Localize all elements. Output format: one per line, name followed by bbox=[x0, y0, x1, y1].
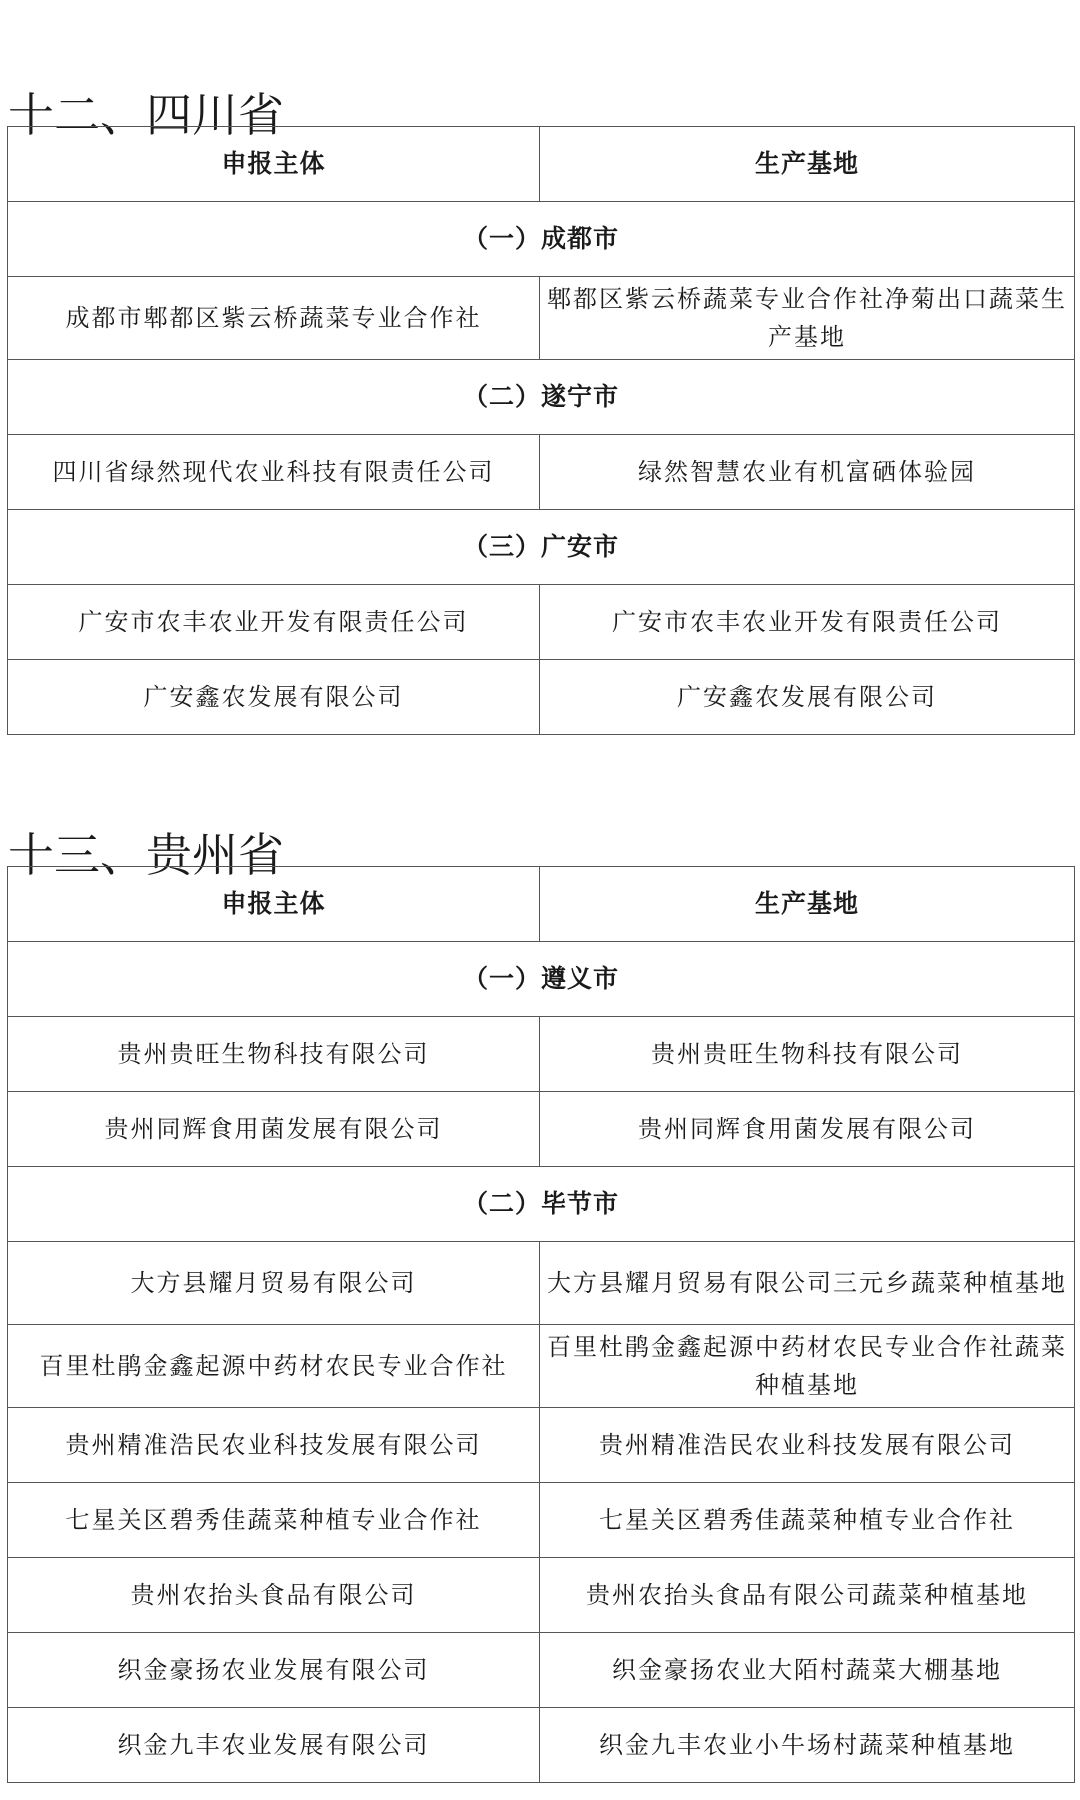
base-cell: 贵州同辉食用菌发展有限公司 bbox=[540, 1092, 1075, 1167]
table-header-row bbox=[8, 867, 1075, 942]
entity-cell: 广安鑫农发展有限公司 bbox=[8, 660, 540, 735]
table-row bbox=[8, 1558, 1075, 1633]
base-cell: 织金九丰农业小牛场村蔬菜种植基地 bbox=[540, 1708, 1075, 1783]
group-bijie: （二）毕节市 bbox=[8, 1167, 1075, 1242]
base-cell: 百里杜鹃金鑫起源中药材农民专业合作社蔬菜种植基地 bbox=[540, 1325, 1075, 1408]
header-entity: 申报主体 bbox=[8, 127, 540, 202]
entity-cell: 大方县耀月贸易有限公司 bbox=[8, 1242, 540, 1325]
table-row bbox=[8, 585, 1075, 660]
table-header-row bbox=[8, 127, 1075, 202]
entity-cell: 七星关区碧秀佳蔬菜种植专业合作社 bbox=[8, 1483, 540, 1558]
table-row bbox=[8, 1408, 1075, 1483]
base-cell: 郫都区紫云桥蔬菜专业合作社净菊出口蔬菜生产基地 bbox=[540, 277, 1075, 360]
header-base: 生产基地 bbox=[540, 127, 1075, 202]
entity-cell: 贵州农抬头食品有限公司 bbox=[8, 1558, 540, 1633]
entity-cell: 成都市郫都区紫云桥蔬菜专业合作社 bbox=[8, 277, 540, 360]
base-cell: 广安鑫农发展有限公司 bbox=[540, 660, 1075, 735]
table-row bbox=[8, 1017, 1075, 1092]
table-row bbox=[8, 660, 1075, 735]
section-title-sichuan: 十二、四川省 bbox=[8, 87, 284, 142]
group-chengdu: （一）成都市 bbox=[8, 202, 1075, 277]
group-row bbox=[8, 1167, 1075, 1242]
base-cell: 绿然智慧农业有机富硒体验园 bbox=[540, 435, 1075, 510]
table-row bbox=[8, 1325, 1075, 1408]
table-row bbox=[8, 1483, 1075, 1558]
base-cell: 广安市农丰农业开发有限责任公司 bbox=[540, 585, 1075, 660]
entity-cell: 四川省绿然现代农业科技有限责任公司 bbox=[8, 435, 540, 510]
entity-cell: 贵州同辉食用菌发展有限公司 bbox=[8, 1092, 540, 1167]
base-cell: 贵州贵旺生物科技有限公司 bbox=[540, 1017, 1075, 1092]
entity-cell: 贵州精准浩民农业科技发展有限公司 bbox=[8, 1408, 540, 1483]
base-cell: 织金豪扬农业大陌村蔬菜大棚基地 bbox=[540, 1633, 1075, 1708]
entity-cell: 织金九丰农业发展有限公司 bbox=[8, 1708, 540, 1783]
table-row bbox=[8, 435, 1075, 510]
group-zunyi: （一）遵义市 bbox=[8, 942, 1075, 1017]
header-base: 生产基地 bbox=[540, 867, 1075, 942]
table-row bbox=[8, 1242, 1075, 1325]
entity-cell: 织金豪扬农业发展有限公司 bbox=[8, 1633, 540, 1708]
base-cell: 贵州精准浩民农业科技发展有限公司 bbox=[540, 1408, 1075, 1483]
entity-cell: 百里杜鹃金鑫起源中药材农民专业合作社 bbox=[8, 1325, 540, 1408]
group-row bbox=[8, 360, 1075, 435]
entity-cell: 广安市农丰农业开发有限责任公司 bbox=[8, 585, 540, 660]
table-sichuan bbox=[7, 126, 1075, 735]
table-row bbox=[8, 1633, 1075, 1708]
header-entity: 申报主体 bbox=[8, 867, 540, 942]
section-title-guizhou: 十三、贵州省 bbox=[8, 827, 284, 882]
entity-cell: 贵州贵旺生物科技有限公司 bbox=[8, 1017, 540, 1092]
table-row bbox=[8, 1708, 1075, 1783]
table-row bbox=[8, 277, 1075, 360]
base-cell: 贵州农抬头食品有限公司蔬菜种植基地 bbox=[540, 1558, 1075, 1633]
group-guangan: （三）广安市 bbox=[8, 510, 1075, 585]
base-cell: 大方县耀月贸易有限公司三元乡蔬菜种植基地 bbox=[540, 1242, 1075, 1325]
base-cell: 七星关区碧秀佳蔬菜种植专业合作社 bbox=[540, 1483, 1075, 1558]
group-row bbox=[8, 510, 1075, 585]
group-row bbox=[8, 942, 1075, 1017]
group-suining: （二）遂宁市 bbox=[8, 360, 1075, 435]
table-row bbox=[8, 1092, 1075, 1167]
group-row bbox=[8, 202, 1075, 277]
table-guizhou bbox=[7, 866, 1075, 1783]
